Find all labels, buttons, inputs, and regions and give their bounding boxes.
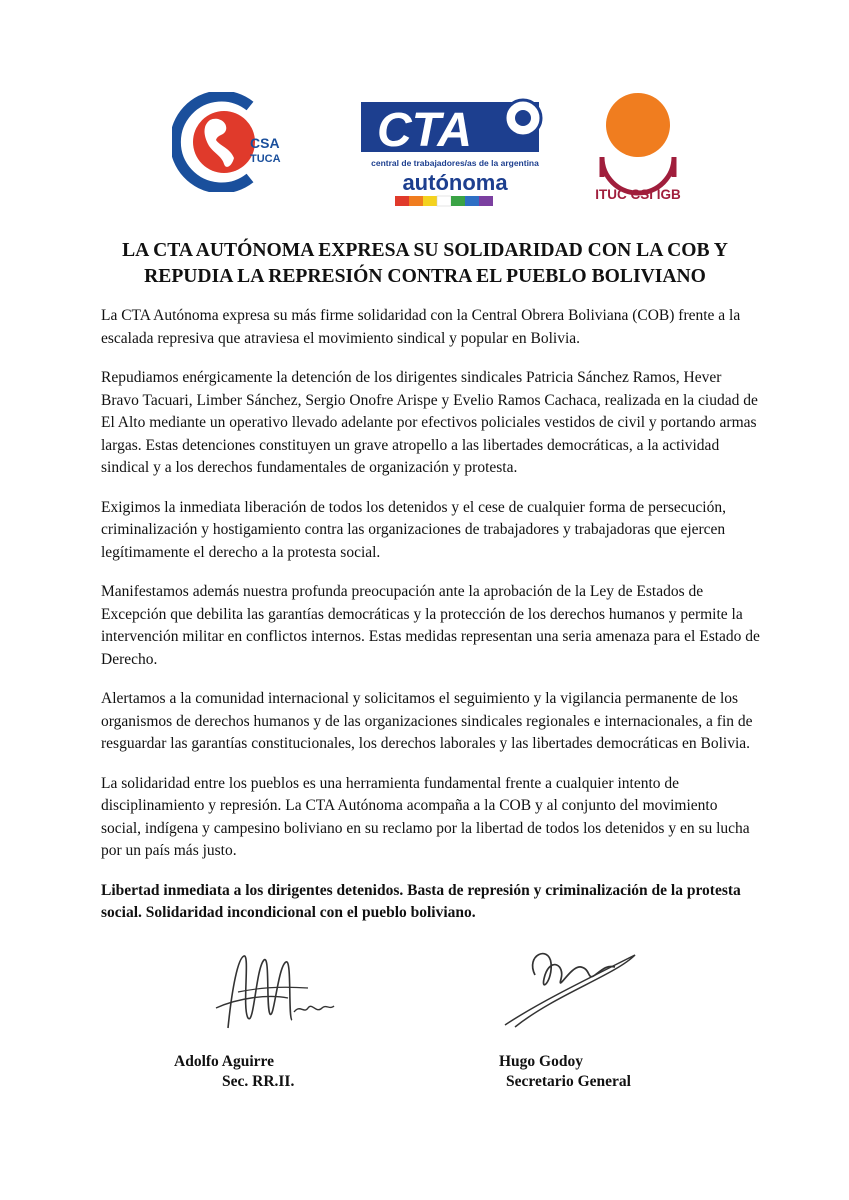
cta-autonoma-text: autónoma xyxy=(402,170,508,195)
paragraph: La solidaridad entre los pueblos es una herramienta fundamental frente a cualquier intento de disciplinamiento y represión. La CTA Autónoma acompaña a la COB y al conjunto del movimiento social, indígena y campesino boliviano en su reclamo por la libertad de todos los detenidos y en su lucha por un país más justo. xyxy=(101,774,750,859)
logo-header xyxy=(0,80,849,220)
signature-aguirre-icon xyxy=(208,948,338,1038)
cta-subtitle: central de trabajadores/as de la argentina xyxy=(371,158,539,168)
signatory-name-godoy: Hugo Godoy xyxy=(499,1053,583,1070)
cta-wordmark: CTA xyxy=(377,104,473,157)
signatory-role-aguirre: Sec. RR.II. xyxy=(222,1073,295,1090)
ituc-label: ITUC CSI IGB xyxy=(595,187,681,202)
ituc-circle-icon xyxy=(606,93,670,157)
title-line-2: REPUDIA LA REPRESIÓN CONTRA EL PUEBLO BOLIVIANO xyxy=(144,266,706,287)
paragraph: Exigimos la inmediata liberación de todos los detenidos y el cese de cualquier forma de persecución, criminalización y hostigamiento contra las organizaciones de trabajadores y trabajadoras que ejercen legítimamente el derecho a la protesta social. xyxy=(101,498,726,561)
signatory-role-godoy: Secretario General xyxy=(506,1073,631,1090)
title-line-1: LA CTA AUTÓNOMA EXPRESA SU SOLIDARIDAD CON LA COB Y xyxy=(122,240,728,261)
csa-tuca-logo xyxy=(172,92,290,192)
paragraph: Repudiamos enérgicamente la detención de los dirigentes sindicales Patricia Sánchez Ramos, Hever Bravo Tacuari, Limber Sánchez, Sergio Onofre Arispe y Evelio Ramos Cachaca, realizada en la ciudad de El Alto mediante un operativo llevado adelante por efectivos policiales vestidos de civil y portando armas largas. Estas detenciones constituyen un grave atropello a las libertades democráticas, a la actividad sindical y a los derechos fundamentales de organización y protesta. xyxy=(101,369,758,476)
paragraph: La CTA Autónoma expresa su más firme solidaridad con la Central Obrera Boliviana (COB) frente a la escalada represiva que atraviesa el movimiento sindical y popular en Bolivia. xyxy=(101,307,741,347)
wiphala-flag-icon xyxy=(395,196,493,206)
document-body xyxy=(101,305,761,942)
signatory-name-aguirre: Adolfo Aguirre xyxy=(174,1053,275,1070)
ituc-logo xyxy=(588,85,688,210)
cta-autonoma-logo xyxy=(355,80,555,215)
document-title xyxy=(100,238,750,290)
csa-label: CSA xyxy=(250,135,280,151)
tuca-label: TUCA xyxy=(250,153,281,165)
signature-godoy-icon xyxy=(495,935,640,1035)
paragraph: Alertamos a la comunidad internacional y solicitamos el seguimiento y la vigilancia permanente de los organismos de derechos humanos y de las organizaciones sindicales regionales e internacionales, a fin de resguardar las garantías constitucionales, los derechos laborales y las libertades democráticas en Bolivia. xyxy=(101,690,753,752)
paragraph: Manifestamos además nuestra profunda preocupación ante la aprobación de la Ley de Estados de Excepción que debilita las garantías democráticas y la protección de los derechos humanos y permite la intervención militar en conflictos internos. Estas medidas representan una seria amenaza para el Estado de Derecho. xyxy=(101,583,760,668)
closing-statement: Libertad inmediata a los dirigentes detenidos. Basta de represión y criminalización de la protesta social. Solidaridad incondicional con el pueblo boliviano. xyxy=(101,881,741,921)
